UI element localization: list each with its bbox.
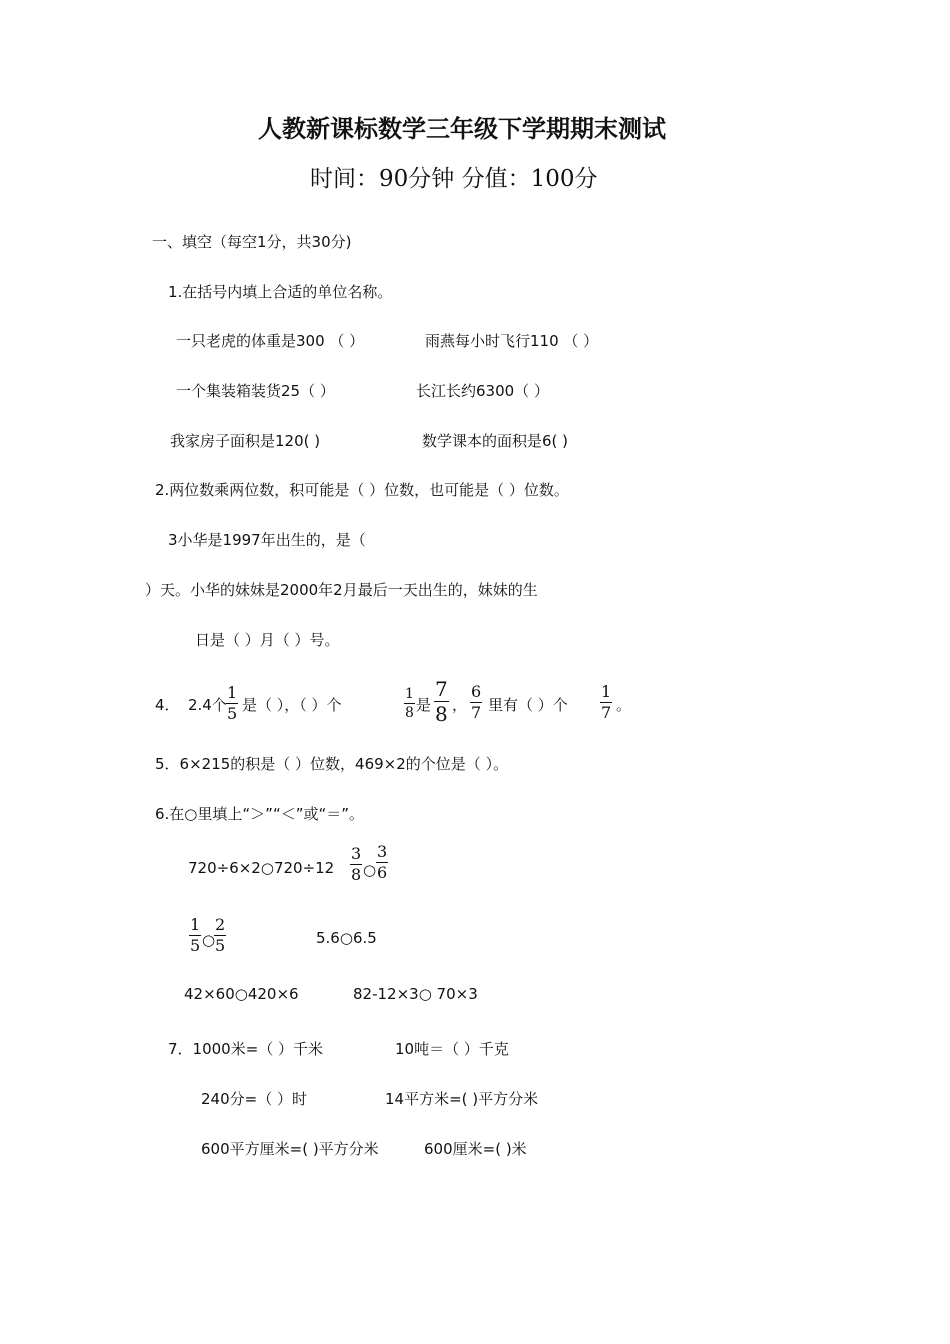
q6-expression-5: 42×60○420×6 [184,985,299,1003]
q7-item-meters-km: 7．1000米=（ ）千米 [168,1040,324,1058]
q6-expr2-fraction-left [350,846,362,883]
denominator: 7 [601,703,612,722]
numerator: 1 [190,915,201,934]
q4-fraction-2 [404,687,415,720]
question-3-line-3: 日是（ ）月（ ）号。 [195,631,340,649]
q4-text-e: 里有（ ）个 [488,696,568,714]
question-3-line-2: ）天。小华的妹妹是2000年2月最后一天出生的，妹妹的生 [145,581,538,599]
q6-expr2-fraction-right [376,844,388,881]
q7-item-cm-m: 600厘米=( )米 [424,1140,527,1158]
question-5: 5．6×215的积是（ ）位数，469×2的个位是（ ）。 [155,755,509,773]
denominator: 5 [215,936,226,955]
denominator: 5 [190,936,201,955]
q6-expr3-fraction-right [214,917,226,954]
q1-item-container: 一个集装箱装货25（ ） [176,382,335,400]
numerator: 3 [351,844,362,863]
denominator: 8 [351,865,362,884]
question-4-number: 4． [155,696,180,714]
q6-expr2-circle: ○ [363,861,377,879]
q4-end: 。 [616,696,632,714]
question-3-line-1: 3小华是1997年出生的，是（ [168,531,366,549]
denominator: 8 [405,705,414,721]
q6-expr3-fraction-left [189,917,201,954]
question-6-prompt: 6.在○里填上“＞”“＜”或“＝”。 [155,805,365,823]
q1-item-swift: 雨燕每小时飞行110 （ ） [425,332,599,350]
numerator: 6 [471,682,482,701]
numerator: 2 [215,915,226,934]
numerator: 1 [601,682,612,701]
q4-text-c: 是 [416,696,432,714]
q4-fraction-4 [470,684,482,721]
q4-text-b: 是（ ），（ ）个 [242,696,342,714]
q1-item-yangtze: 长江长约6300（ ） [416,382,549,400]
q4-fraction-1 [226,685,238,722]
q7-item-min-hour: 240分=（ ）时 [201,1090,307,1108]
denominator: 8 [435,702,448,726]
numerator: 3 [377,842,388,861]
q6-expr3-circle: ○ [202,931,216,949]
question-2: 2.两位数乘两位数，积可能是（ ）位数，也可能是（ ）位数。 [155,481,569,499]
q1-item-textbook: 数学课本的面积是6( ) [422,432,569,450]
q4-text-a: 2.4个 [188,696,227,714]
q7-item-sqcm-sqdm: 600平方厘米=( )平方分米 [201,1140,379,1158]
section-heading: 一、填空（每空1分，共30分) [152,233,352,251]
q7-item-ton-kg: 10吨＝（ ）千克 [395,1040,509,1058]
q1-item-tiger: 一只老虎的体重是300 （ ） [176,332,365,350]
q4-fraction-5 [600,684,612,721]
page-title: 人教新课标数学三年级下学期期末测试 [258,114,666,143]
q7-item-sqm-sqdm: 14平方米=( )平方分米 [385,1090,539,1108]
question-1-prompt: 1.在括号内填上合适的单位名称。 [168,283,393,301]
q4-fraction-3 [434,679,449,724]
q6-expression-4: 5.6○6.5 [316,929,377,947]
q6-expression-1: 720÷6×2○720÷12 [188,859,335,877]
numerator: 7 [435,677,448,701]
denominator: 5 [227,704,238,723]
q4-comma: ， [452,696,468,714]
exam-time-score: 时间：90分钟 分值：100分 [310,166,598,192]
denominator: 6 [377,863,388,882]
q1-item-house: 我家房子面积是120( ) [170,432,321,450]
denominator: 7 [471,703,482,722]
numerator: 1 [227,683,238,702]
q6-expression-6: 82-12×3○ 70×3 [353,985,478,1003]
numerator: 1 [405,686,414,702]
